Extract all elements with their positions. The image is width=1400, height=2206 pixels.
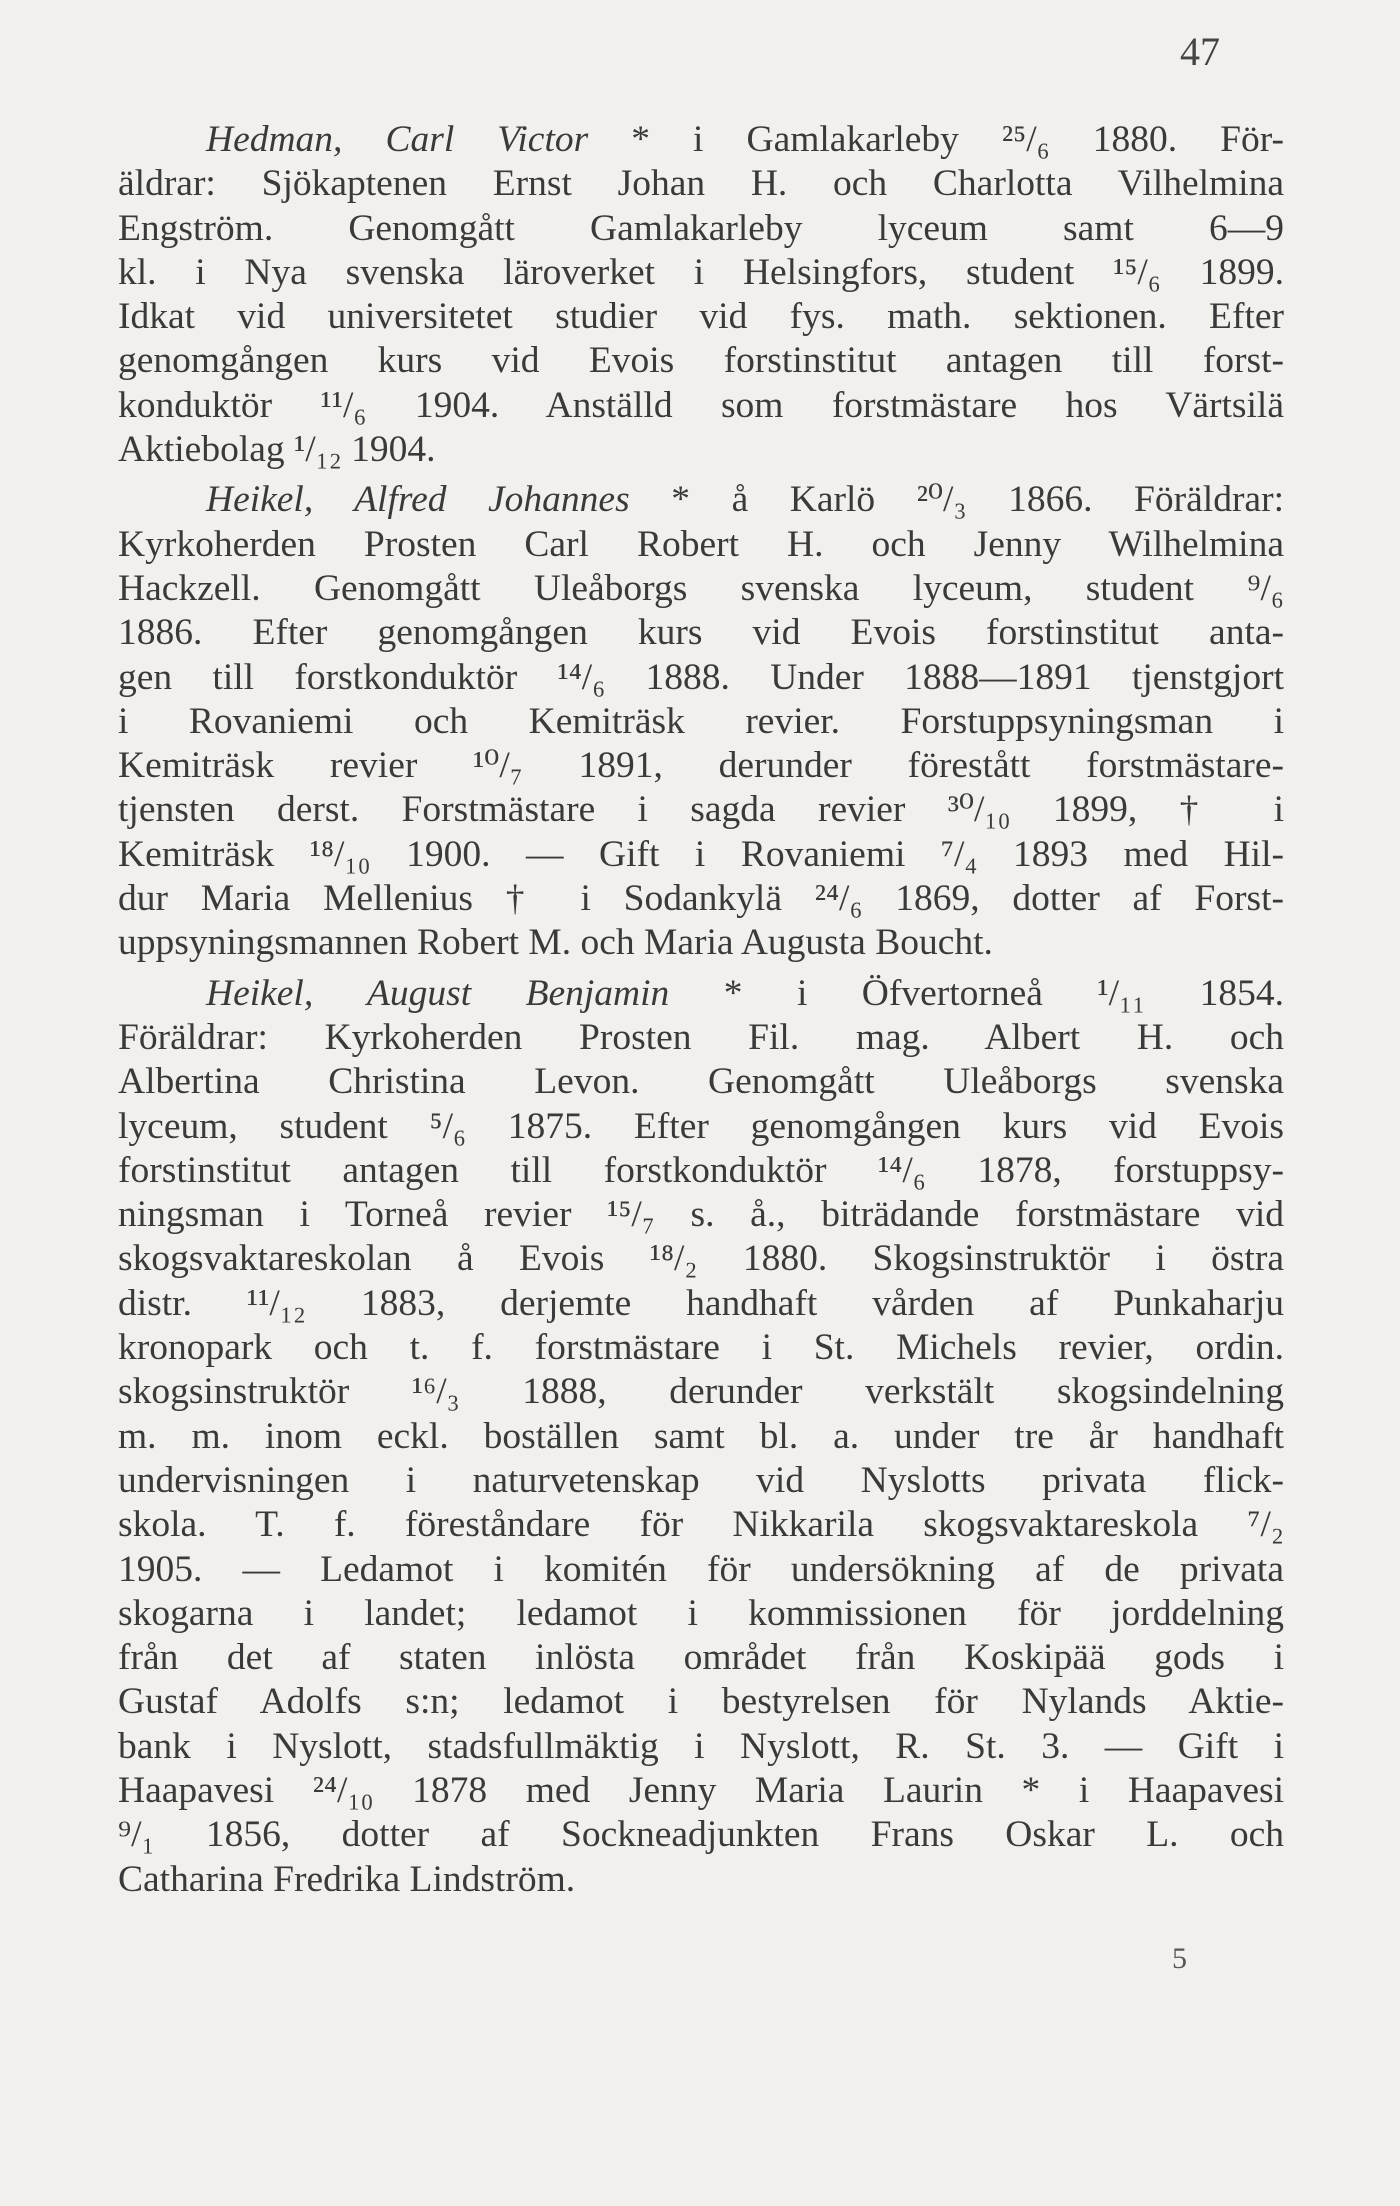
- entry-line: Kemiträsk revier ¹⁰/₇ 1891, derunder förestått forstmästare-: [118, 745, 1284, 787]
- entry-line: i Rovaniemi och Kemiträsk revier. Forstuppsyningsman i: [118, 700, 1284, 742]
- entry-line: 1886. Efter genomgången kurs vid Evois forstinstitut anta-: [118, 612, 1284, 654]
- entry-line: kronopark och t. f. forstmästare i St. Michels revier, ordin.: [118, 1327, 1284, 1369]
- biographical-entries: [118, 118, 1284, 1908]
- entry-line: Idkat vid universitetet studier vid fys. math. sektionen. Efter: [118, 296, 1284, 338]
- entry-line: Haapavesi ²⁴/₁₀ 1878 med Jenny Maria Laurin * i Haapavesi: [118, 1769, 1284, 1811]
- entry-line: konduktör ¹¹/₆ 1904. Anställd som forstmästare hos Värtsilä: [118, 384, 1284, 426]
- entry-line: gen till forstkonduktör ¹⁴/₆ 1888. Under 1888—1891 tjenstgjort: [118, 656, 1284, 698]
- entry-line: skogsvaktareskolan å Evois ¹⁸/₂ 1880. Skogsinstruktör i östra: [118, 1238, 1284, 1280]
- signature-mark: 5: [1172, 1942, 1187, 1975]
- entry-first-line: [118, 478, 1284, 522]
- entry-text: * i Gamlakarleby ²⁵/₆ 1880. För-: [631, 119, 1284, 160]
- entry-line: uppsyningsmannen Robert M. och Maria Augusta Boucht.: [118, 922, 993, 964]
- entry-line: skola. T. f. föreståndare för Nikkarila skogsvaktareskola ⁷/₂: [118, 1504, 1284, 1546]
- entry-line: från det af staten inlösta området från Koskipää gods i: [118, 1637, 1284, 1679]
- entry-line: ningsman i Torneå revier ¹⁵/₇ s. å., biträdande forstmästare vid: [118, 1194, 1284, 1236]
- entry-line: lyceum, student ⁵/₆ 1875. Efter genomgången kurs vid Evois: [118, 1105, 1284, 1147]
- entry-line: forstinstitut antagen till forstkonduktör ¹⁴/₆ 1878, forstuppsy-: [118, 1149, 1284, 1191]
- entry-first-line: [118, 972, 1284, 1016]
- entry-line: Aktiebolag ¹/₁₂ 1904.: [118, 429, 436, 471]
- entry-line: Föräldrar: Kyrkoherden Prosten Fil. mag. Albert H. och: [118, 1016, 1284, 1058]
- page-number: 47: [1180, 29, 1220, 74]
- entry-line: ⁹/₁ 1856, dotter af Sockneadjunkten Frans Oskar L. och: [118, 1814, 1284, 1856]
- entry-line: distr. ¹¹/₁₂ 1883, derjemte handhaft vården af Punkaharju: [118, 1282, 1284, 1324]
- entry-line: m. m. inom eckl. boställen samt bl. a. under tre år handhaft: [118, 1415, 1284, 1457]
- entry-name: Hedman, Carl Victor: [206, 119, 589, 160]
- entry-heikel-august: [118, 972, 1284, 1902]
- entry-line: 1905. — Ledamot i komitén för undersökning af de privata: [118, 1548, 1284, 1590]
- entry-hedman: [118, 118, 1284, 472]
- entry-line: kl. i Nya svenska läroverket i Helsingfors, student ¹⁵/₆ 1899.: [118, 251, 1284, 293]
- entry-line: Albertina Christina Levon. Genomgått Uleåborgs svenska: [118, 1061, 1284, 1103]
- entry-line: Kyrkoherden Prosten Carl Robert H. och Jenny Wilhelmina: [118, 523, 1284, 565]
- entry-line: Hackzell. Genomgått Uleåborgs svenska lyceum, student ⁹/₆: [118, 567, 1284, 609]
- entry-line: undervisningen i naturvetenskap vid Nyslotts privata flick-: [118, 1459, 1284, 1501]
- entry-line: äldrar: Sjökaptenen Ernst Johan H. och Charlotta Vilhelmina: [118, 163, 1284, 205]
- entry-line: tjensten derst. Forstmästare i sagda revier ³⁰/₁₀ 1899, † i: [118, 789, 1284, 831]
- entry-line: genomgången kurs vid Evois forstinstitut antagen till forst-: [118, 340, 1284, 382]
- entry-text: * å Karlö ²⁰/₃ 1866. Föräldrar:: [671, 479, 1284, 521]
- entry-line: bank i Nyslott, stadsfullmäktig i Nyslott, R. St. 3. — Gift i: [118, 1725, 1284, 1767]
- entry-line: Kemiträsk ¹⁸/₁₀ 1900. — Gift i Rovaniemi ⁷/₄ 1893 med Hil-: [118, 833, 1284, 875]
- entry-name: Heikel, Alfred Johannes: [206, 479, 630, 521]
- entry-name: Heikel, August Benjamin: [206, 972, 670, 1014]
- entry-heikel-alfred: [118, 478, 1284, 965]
- entry-line: Catharina Fredrika Lindström.: [118, 1858, 576, 1900]
- entry-line: Engström. Genomgått Gamlakarleby lyceum samt 6—9: [118, 207, 1284, 249]
- entry-line: skogarna i landet; ledamot i kommissionen för jorddelning: [118, 1592, 1284, 1634]
- entry-first-line: [118, 118, 1284, 162]
- entry-line: skogsinstruktör ¹⁶/₃ 1888, derunder verkstält skogsindelning: [118, 1371, 1284, 1413]
- entry-line: Gustaf Adolfs s:n; ledamot i bestyrelsen för Nylands Aktie-: [118, 1681, 1284, 1723]
- entry-line: dur Maria Mellenius † i Sodankylä ²⁴/₆ 1869, dotter af Forst-: [118, 878, 1284, 920]
- entry-text: * i Öfvertorneå ¹/₁₁ 1854.: [723, 972, 1284, 1014]
